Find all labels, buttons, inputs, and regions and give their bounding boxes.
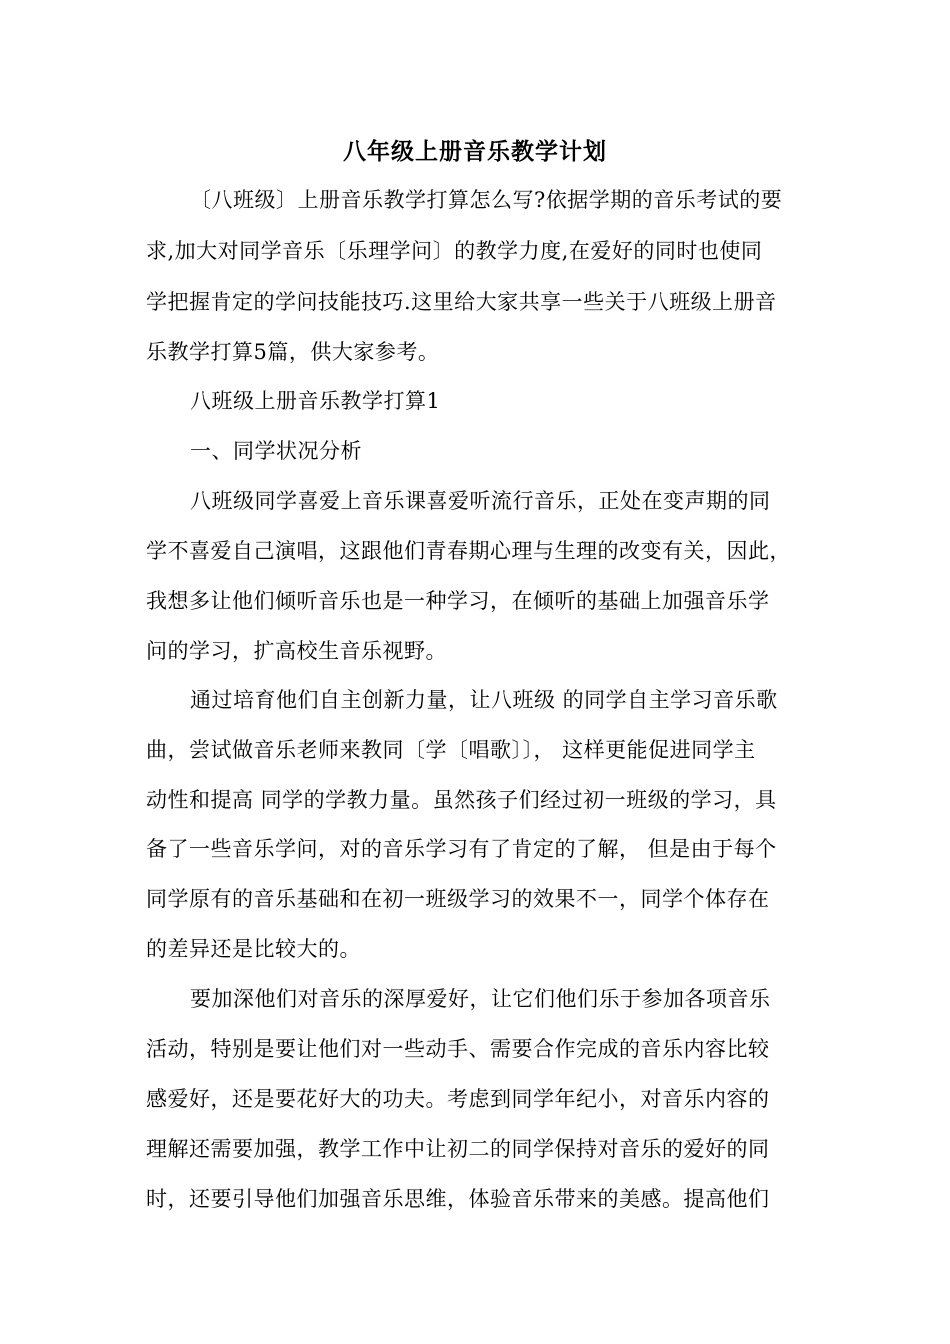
section-heading: 一、同学状况分析 xyxy=(190,439,362,463)
document-title: 八年级上册音乐教学计划 xyxy=(343,139,607,165)
paragraph-line: 理解还需要加强，教学工作中让初二的同学保持对音乐的爱好的同 xyxy=(146,1137,770,1161)
section-heading: 八班级上册音乐教学打算1 xyxy=(190,389,441,413)
paragraph-line: 八班级同学喜爱上音乐课喜爱听流行音乐，正处在变声期的同 xyxy=(190,489,771,513)
paragraph-line: 动性和提高 同学的学教力量。虽然孩子们经过初一班级的学习，具 xyxy=(146,788,777,812)
paragraph-line: 曲，尝试做音乐老师来教同〔学〔唱歌〕〕， 这样更能促进同学主 xyxy=(146,738,756,762)
paragraph-line: 活动，特别是要让他们对一些动手、需要合作完成的音乐内容比较 xyxy=(146,1037,770,1061)
paragraph-line: 乐教学打算5篇，供大家参考。 xyxy=(146,340,440,364)
paragraph-line: 通过培育他们自主创新力量，让八班级 的同学自主学习音乐歌 xyxy=(190,688,778,712)
paragraph-line: 时，还要引导他们加强音乐思维，体验音乐带来的美感。提高他们 xyxy=(146,1187,770,1211)
paragraph-line: 求,加大对同学音乐〔乐理学问〕的教学力度,在爱好的同时也使同 xyxy=(146,239,763,263)
paragraph-line: 同学原有的音乐基础和在初一班级学习的效果不一，同学个体存在 xyxy=(146,887,770,911)
paragraph-line: 问的学习，扩高校生音乐视野。 xyxy=(146,639,447,663)
paragraph-line: 学把握肯定的学问技能技巧.这里给大家共享一些关于八班级上册音 xyxy=(146,290,777,314)
paragraph-line: 的差异还是比较大的。 xyxy=(146,937,361,961)
paragraph-line: 感爱好，还是要花好大的功夫。考虑到同学年纪小，对音乐内容的 xyxy=(146,1087,770,1111)
paragraph-line: 学不喜爱自己演唱，这跟他们青春期心理与生理的改变有关，因此， xyxy=(146,539,791,563)
paragraph-line: 备了一些音乐学问，对的音乐学习有了肯定的了解， 但是由于每个 xyxy=(146,837,777,861)
paragraph-line: 〔八班级〕上册音乐教学打算怎么写?依据学期的音乐考试的要 xyxy=(190,188,783,212)
paragraph-line: 我想多让他们倾听音乐也是一种学习，在倾听的基础上加强音乐学 xyxy=(146,589,770,613)
paragraph-line: 要加深他们对音乐的深厚爱好，让它们他们乐于参加各项音乐 xyxy=(190,987,771,1011)
